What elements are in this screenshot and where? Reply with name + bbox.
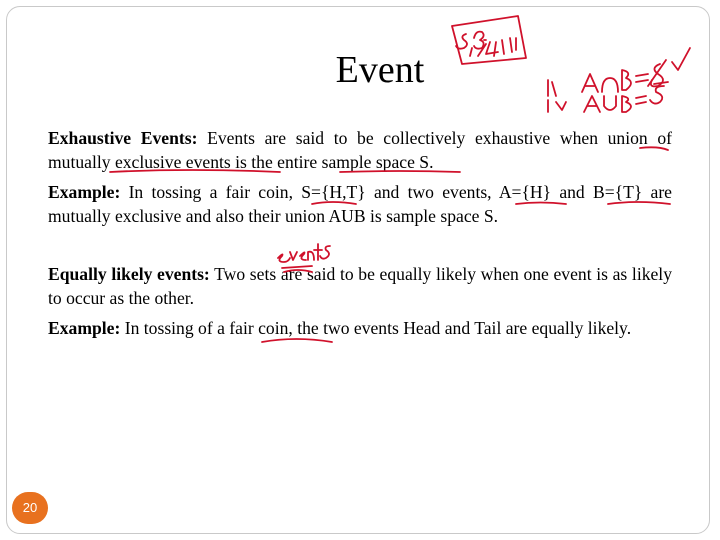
slide-title: Event	[335, 49, 425, 91]
term-label: Example:	[48, 182, 121, 202]
paragraph-text: Two sets are said to be equally likely when one event is as likely to occur as the other.	[48, 264, 672, 308]
paragraph-exhaustive-events	[48, 126, 672, 174]
term-label: Exhaustive Events:	[48, 128, 198, 148]
term-label: Example:	[48, 318, 121, 338]
paragraph-example-1	[48, 180, 672, 228]
paragraph-example-2	[48, 316, 672, 340]
paragraph-text: Events are said to be collectively exhaustive when union of mutually exclusive events is the entire sample space S.	[48, 128, 673, 172]
paragraph-text: In tossing of a fair coin, the two events Head and Tail are equally likely.	[120, 318, 632, 338]
term-label: Equally likely events:	[48, 264, 210, 284]
page-number-badge: 20	[12, 492, 48, 524]
paragraph-text: In tossing a fair coin, S={H,T} and two events, A={H} and B={T} are mutually exclusive and also their union AUB is sample space S.	[48, 182, 672, 226]
paragraph-equally-likely-events	[48, 262, 672, 310]
